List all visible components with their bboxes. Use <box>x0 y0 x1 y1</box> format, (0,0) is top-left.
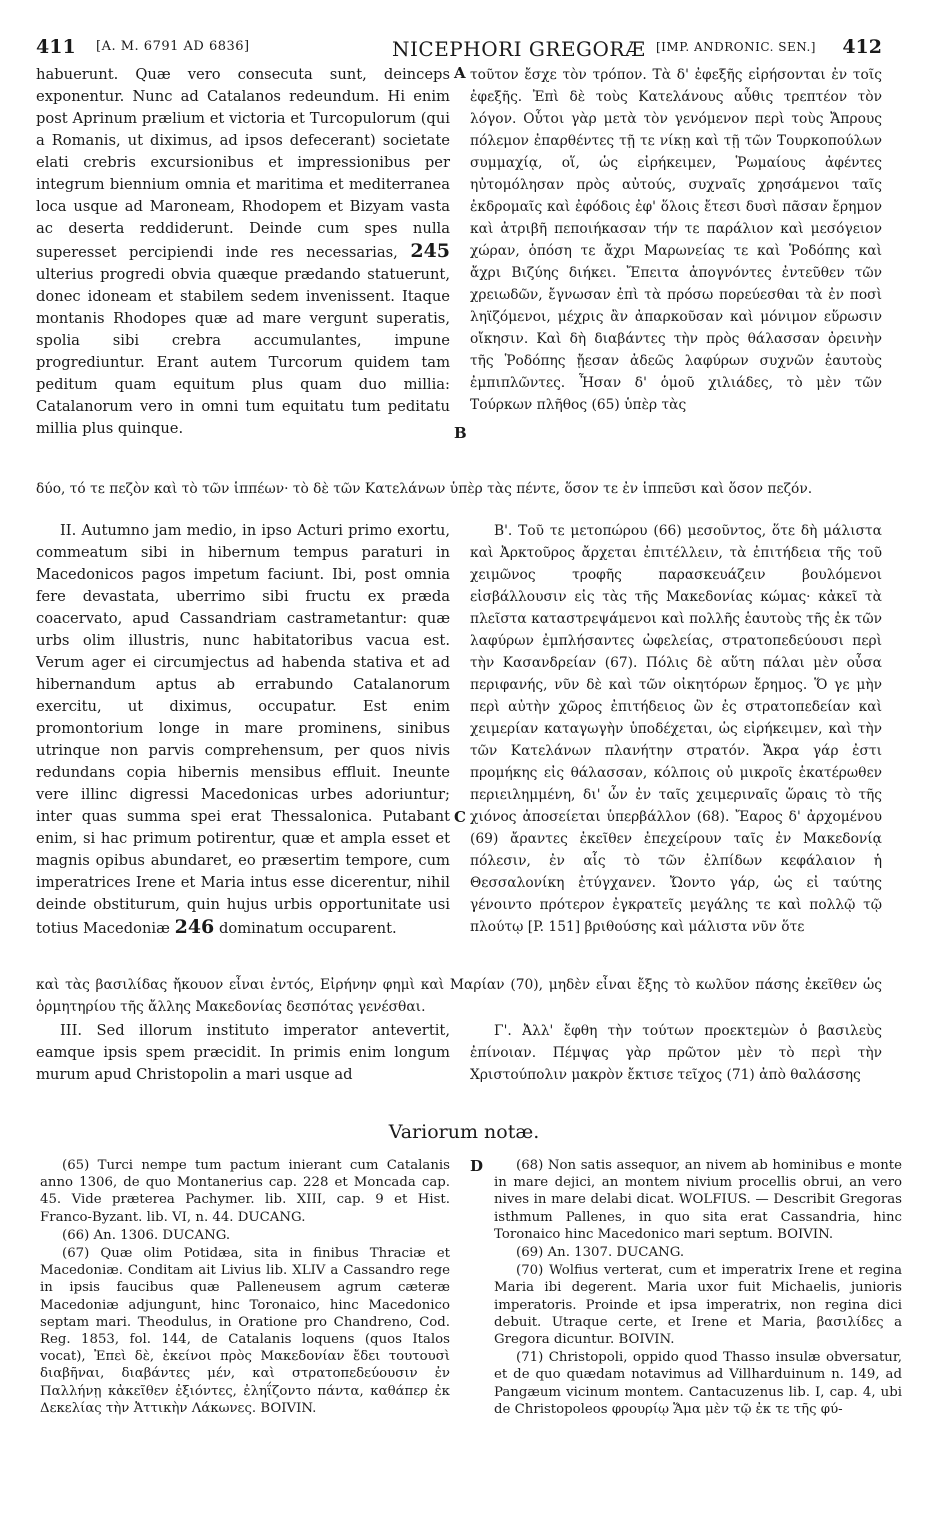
latin-column-3 <box>36 1020 450 1086</box>
running-title: NICEPHORI GREGORÆ <box>392 37 646 61</box>
footnote: (67) Quæ olim Potidæa, sita in finibus Thraciæ et Macedoniæ. Conditam ait Livius lib. XLIV a Cassandro rege in ipsis faucibus quæ Palleneusem agrum cæteræ Macedoniæ adjungunt, hinc Toronaico, hinc Macedonico septam mari. Theodulus, in Oratione pro Chandreno, Cod. Reg. 1853, fol. 144, de Catalanis loquens (quos Italos vocat), Ἐπεὶ δὲ, ἐκείνοι πρὸς Μακεδονίαν ἔδει τουτουσὶ διαβῆναι, διαβάντες μέν, καὶ στρατοπεδεύουσιν ἐν Παλλήνῃ κἀκεῖθεν ἐξιόντες, ἐληΐζοντο πάντα, καθάπερ ἐκ Δεκελίας τὴν Ἀττικὴν Λάκωνες. BOIVIN. <box>40 1246 450 1416</box>
latin-paragraph: habuerunt. Quæ vero consecuta sunt, deinceps exponentur. Nunc ad Catalanos redeundum. Hi enim post Aprinum prælium et victoria et Turcopulorum (qui a Romanis, ut diximus, ad ipsos defecerant) societate elati crebris excursionibus et impressionibus per integrum biennium omnia et maritima et mediterranea loca usque ad Maroneam, Rhodopem et Bizyam vasta ac deserta reddiderunt. Deinde cum spes nulla superesset percipiendi inde res necessarias, 245 ulterius progredi obvia quæque prædando statuerunt, donec idoneam et stabilem sedem invenissent. Itaque montanis Rhodopes quæ ad mare vergunt superatis, spolia sibi crebra accumulantes, impune progrediuntur. Erant autem Turcorum quidem tam peditum quam equitum plus quam duo millia: Catalanorum vero in omni tum equitatu tum peditatu millia plus quinque. <box>36 66 451 437</box>
section-3 <box>36 1020 882 1112</box>
margin-letter-d: D <box>470 1157 484 1175</box>
section-number: 245 <box>410 240 451 262</box>
latin-column-2 <box>36 520 450 940</box>
footnote: (70) Wolfius verterat, cum et imperatrix Irene et regina Maria ibi degerent. Maria uxor fuit Michaelis, junioris imperatoris. Proinde et ipsa imperatrix, non regina dici debuit. Utraque certe, et Irene et Maria, βασιλίδες a Gregora dicuntur. BOIVIN. <box>494 1263 902 1348</box>
section-2 <box>36 520 882 972</box>
section-1 <box>36 64 882 478</box>
footnote: (65) Turci nempe tum pactum inierant cum Catalanis anno 1306, de quo Montanerius cap. 228 et Moncada cap. 45. Vide præterea Pachymer. lib. XIII, cap. 9 et Hist. Franco-Byzant. lib. VI, n. 44. DUCANG. <box>40 1158 450 1225</box>
notes-column-left <box>40 1157 450 1418</box>
notes-column-right <box>494 1157 902 1419</box>
date-right: [IMP. ANDRONIC. SEN.] <box>656 40 816 54</box>
running-header <box>36 36 882 62</box>
greek-fullwidth-1: δύο, τό τε πεζὸν καὶ τὸ τῶν ἱππέων· τὸ δὲ τῶν Κατελάνων ὑπὲρ τὰς πέντε, ὅσον τε ἐν ἱππεῦσι καὶ ὅσον πεζόν. <box>36 481 813 497</box>
margin-letter-a: A <box>454 64 466 82</box>
page-number-right: 412 <box>842 36 882 58</box>
page-number-left: 411 <box>36 36 76 58</box>
date-left: [A. M. 6791 AD 6836] <box>96 39 250 54</box>
greek-paragraph: τοῦτον ἔσχε τὸν τρόπον. Τὰ δ' ἐφεξῆς εἰρήσονται ἐν τοῖς ἐφεξῆς. Ἐπὶ δὲ τοὺς Κατελάνους αὖθις τρεπτέον τὸν λόγον. Οὗτοι γὰρ μετὰ τὸν γενόμενον περὶ τοὺς Ἄπρους πόλεμον ἐπαρθέντες τῇ τε νίκῃ καὶ τῇ τῶν Τουρκοπούλων συμμαχίᾳ, οἵ, ὡς εἰρήκειμεν, Ῥωμαίους ἀφέντες ηὐτομόλησαν πρὸς αὐτούς, συχναῖς χρησάμενοι ταῖς ἐκδρομαῖς καὶ ἐφόδοις ἐφ' ὅλοις ἔτεσι δυσὶ πᾶσαν ἔρημον καὶ ἀτριβῆ πεποιήκασαν τήν τε παράλιον καὶ μεσόγειον χώραν, ὁπόση τε ἄχρι Μαρωνείας τε καὶ Ῥοδόπης καὶ ἄχρι Βιζύης διήκει. Ἔπειτα ἀπογνόντες ἐντεῦθεν τῶν χρειωδῶν, ἔγνωσαν ἐπὶ τὰ πρόσω πορεύεσθαι τὰ ἐν ποσὶ ληϊζόμενοι, μέχρις ἂν ἀπαρκοῦσαν καὶ μόνιμον εὕρωσιν οἴκησιν. Καὶ δὴ διαβάντες τὴν πρὸς θάλασσαν ὀρεινὴν τῆς Ῥοδόπης ᾔεσαν ἀδεῶς λαφύρων συχνῶν ἑαυτοὺς ἐμπιπλῶντες. Ἦσαν δ' ὁμοῦ χιλιάδες, τὸ μὲν τῶν Τούρκων πλῆθος (65) ὑπὲρ τὰς <box>470 67 882 413</box>
greek-column-1 <box>470 64 882 416</box>
margin-letter-c: C <box>454 808 466 826</box>
margin-letter-b: B <box>454 424 467 442</box>
greek-fullwidth-2: καὶ τὰς βασιλίδας ἤκουον εἶναι ἐντός, Εἰρήνην φημὶ καὶ Μαρίαν (70), μηδὲν εἶναι ἔξης τὸ κωλῦον πάσης ἐκεῖθεν ὡς ὁρμητηρίου τῆς ἄλλης Μακεδονίας δεσπότας γενέσθαι. <box>36 977 882 1015</box>
footnote: (68) Non satis assequor, an nivem ab hominibus e monte in mare dejici, an montem nivium procellis obrui, an vero nives in mare delabi dicat. WOLFIUS. — Describit Gregoras isthmum Pallenes, in quo sita erat Cassandria, hinc Toronaico hinc Macedonico mari septum. BOIVIN. <box>494 1158 902 1242</box>
section-number: 246 <box>174 916 215 938</box>
footnote: (69) An. 1307. DUCANG. <box>516 1245 685 1261</box>
footnote: (66) An. 1306. DUCANG. <box>62 1227 231 1243</box>
notes-title: Variorum notæ. <box>388 1121 540 1143</box>
greek-paragraph: Β'. Τοῦ τε μετοπώρου (66) μεσοῦντος, ὅτε δὴ μάλιστα καὶ Ἀρκτοῦρος ἄρχεται ἐπιτέλλειν, τὰ ἐπιτήδεια τῆς τοῦ χειμῶνος τροφῆς παρασκευάζειν βουλόμενοι εἰσβάλλουσιν εἰς τὰς τῆς Μακεδονίας κώμας· κἀκεῖ τὰ πλεῖστα καταστρεψάμενοι καὶ πολλῆς ἑαυτοὺς τῆς ἐκ τῶν λαφύρων ἐμπλήσαντες ὠφελείας, στρατοπεδεύουσι περὶ τὴν Κασανδρείαν (67). Πόλις δὲ αὕτη πάλαι μὲν οὖσα περιφανής, νῦν δὲ καὶ τῶν οἰκητόρων ἔρημος. Ὅ γε μὴν περὶ αὐτὴν χῶρος ἐπιτήδειος ὢν ἐς στρατοπεδείαν καὶ χειμερίαν καταγωγὴν ὑποδέχεται, ὡς εἰρήκειμεν, καὶ τὴν τῶν Κατελάνων πλανήτην στρατόν. Ἄκρα γάρ ἐστι προμήκης εἰς θάλασσαν, κόλποις οὐ μικροῖς ἑκατέρωθεν περιειλημμένη, δι' ὧν ἐν ταῖς χειμεριναῖς ὥραις τὸ τῆς χιόνος ἀποσείεται ὑπερβάλλον (68). Ἔαρος δ' ἀρχομένου (69) ἄραντες ἐκεῖθεν ἐπεχείρουν ταῖς ἐν Μακεδονίᾳ πόλεσιν, ἐν αἷς τὸ τῶν ἐλπίδων κεφάλαιον ἡ Θεσσαλονίκη ἐτύγχανεν. Ὤοντο γάρ, ὡς εἰ ταύτης γένοιντο πρότερον ἐγκρατεῖς μεγάλης τε καὶ πολλῷ τῷ πλούτῳ [P. 151] βριθούσης καὶ μάλιστα νῦν ὅτε <box>470 523 882 935</box>
latin-column-1 <box>36 64 450 440</box>
footnote: (71) Christopoli, oppido quod Thasso insulæ obversatur, et de quo quædam notavimus ad Villharduinum n. 149, ad Pangæum vicinum montem. Cantacuzenus lib. I, cap. 4, ubi de Christopoleos φρουρίῳ Ἅμα μὲν τῷ ἐκ τε τῆς φύ- <box>494 1350 902 1417</box>
latin-paragraph: II. Autumno jam medio, in ipso Acturi primo exortu, commeatum sibi in hibernum tempus paraturi in Macedonicos pagos impetum faciunt. Ibi, post omnia fere devastata, uberrimo sibi fructu ex præda coacervato, apud Cassandriam castrametantur: quæ urbs olim illustris, nunc habitatoribus vacua est. Verum ager ei circumjectus ad habenda stativa et ad hibernandum aptus ab errabundo Catalanorum exercitu, ut diximus, occupatur. Est enim promontorium longe in mare prominens, sinibus utrinque non parvis comprehensum, per quos nivis redundans copia hibernis mensibus effluit. Ineunte vere illinc digressi Macedonicas urbes adoriuntur; inter quas summa spei erat Thessalonica. Putabant enim, si hac primum potirentur, quæ et ampla esset et magnis opibus abundaret, eo præsertim tempore, cum imperatrices Irene et Maria intus esse dicerentur, nihil deinde obstiturum, quin hujus urbis opportunitate usi totius Macedoniæ 246 dominatum occuparent. <box>36 522 450 938</box>
greek-column-2 <box>470 520 882 938</box>
latin-paragraph: III. Sed illorum instituto imperator antevertit, eamque ipsis spem præcidit. In primis enim longum murum apud Christopolin a mari usque ad <box>36 1022 451 1083</box>
greek-paragraph: Γ'. Ἀλλ' ἔφθη τὴν τούτων προεκτεμὼν ὁ βασιλεὺς ἐπίνοιαν. Πέμψας γὰρ πρῶτον μὲν τὸ περὶ τὴν Χριστούπολιν μακρὸν ἔκτισε τεῖχος (71) ἀπὸ θαλάσσης <box>470 1023 882 1083</box>
greek-column-3 <box>470 1020 882 1086</box>
